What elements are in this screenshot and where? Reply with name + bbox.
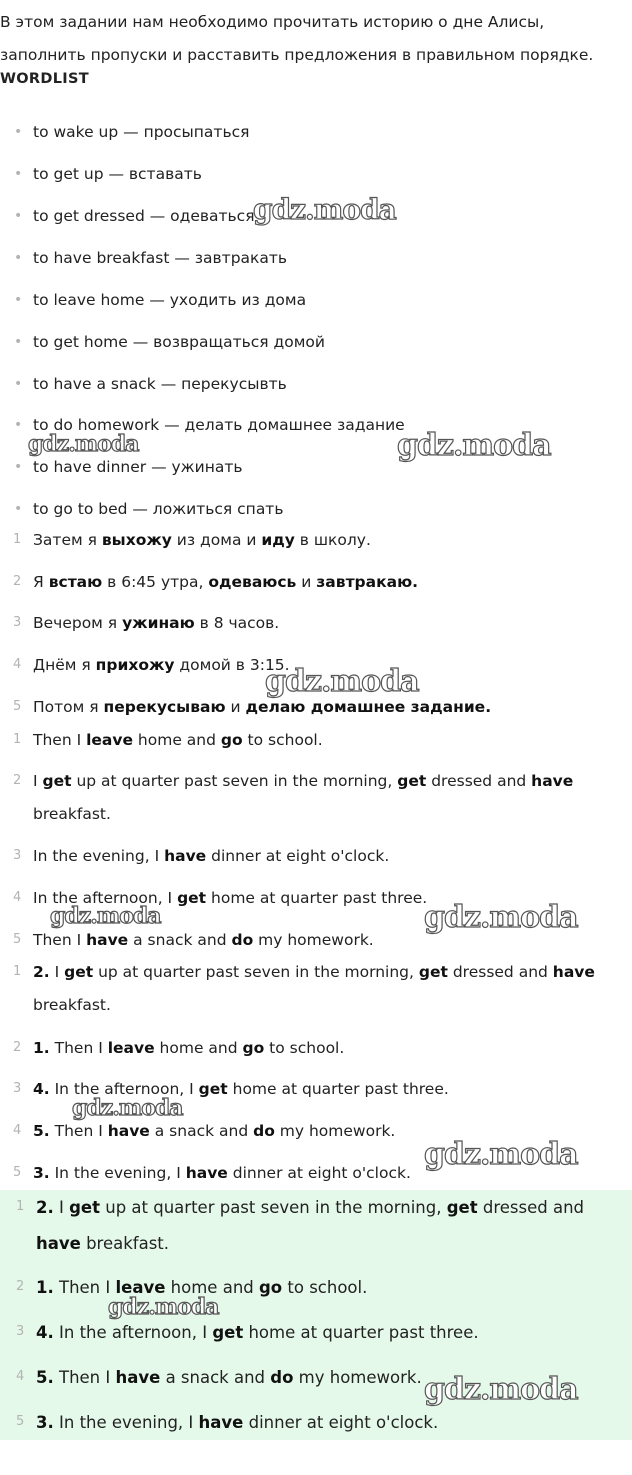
list-number: 5 xyxy=(13,1165,22,1180)
watermark-logo: gdz.moda xyxy=(397,428,551,463)
list-number: 4 xyxy=(16,1369,25,1384)
wordlist-text: to get home — возвращаться домой xyxy=(33,333,325,351)
answer-text: 5. Then I have a snack and do my homework. xyxy=(36,1368,422,1387)
bullet-icon: • xyxy=(14,334,23,350)
list-number: 4 xyxy=(13,1123,22,1138)
english-text: Then I leave home and go to school. xyxy=(33,731,323,749)
wordlist-title: WORDLIST xyxy=(0,71,89,87)
bullet-icon: • xyxy=(14,376,23,392)
bullet-icon: • xyxy=(14,501,23,517)
bullet-icon: • xyxy=(14,292,23,308)
ordered-text: 1. Then I leave home and go to school. xyxy=(33,1039,345,1057)
list-number: 4 xyxy=(13,890,22,905)
watermark-logo: gdz.moda xyxy=(108,1294,219,1320)
ordered-text: 5. Then I have a snack and do my homework. xyxy=(33,1122,396,1140)
list-number: 2 xyxy=(13,574,22,589)
russian-text: Вечером я ужинаю в 8 часов. xyxy=(33,614,280,632)
english-text: Then I have a snack and do my homework. xyxy=(33,931,374,949)
russian-text: Потом я перекусываю и делаю домашнее задание. xyxy=(33,698,492,716)
wordlist-text: to get up — вставать xyxy=(33,165,202,183)
bullet-icon: • xyxy=(14,166,23,182)
watermark-logo: gdz.moda xyxy=(424,1372,578,1407)
ordered-text: 3. In the evening, I have dinner at eight o'clock. xyxy=(33,1164,411,1182)
list-number: 2 xyxy=(16,1279,25,1294)
wordlist-text: to wake up — просыпаться xyxy=(33,123,250,141)
english-text: In the afternoon, I get home at quarter past three. xyxy=(33,889,428,907)
bullet-icon: • xyxy=(14,250,23,266)
watermark-logo: gdz.moda xyxy=(50,903,161,929)
wordlist-text: to do homework — делать домашнее задание xyxy=(33,416,405,434)
wordlist-text: to leave home — уходить из дома xyxy=(33,291,307,309)
answer-text: 4. In the afternoon, I get home at quarter past three. xyxy=(36,1323,479,1342)
watermark-logo: gdz.moda xyxy=(253,193,396,226)
wordlist-text: to go to bed — ложиться спать xyxy=(33,500,284,518)
list-number: 5 xyxy=(13,932,22,947)
bullet-icon: • xyxy=(14,208,23,224)
list-number: 3 xyxy=(13,1081,22,1096)
list-number: 5 xyxy=(13,699,22,714)
russian-text: Я встаю в 6:45 утра, одеваюсь и завтракаю. xyxy=(33,573,419,591)
list-number: 1 xyxy=(13,964,22,979)
wordlist-text: to get dressed — одеваться xyxy=(33,207,255,225)
watermark-logo: gdz.moda xyxy=(424,900,578,935)
list-number: 4 xyxy=(13,657,22,672)
english-text: I get up at quarter past seven in the morning, get dressed and have breakfast. xyxy=(33,772,574,823)
russian-text: Затем я выхожу из дома и иду в школу. xyxy=(33,531,371,549)
wordlist-text: to have dinner — ужинать xyxy=(33,458,243,476)
list-number: 1 xyxy=(13,732,22,747)
watermark-logo: gdz.moda xyxy=(265,664,419,699)
answer-text: 1. Then I leave home and go to school. xyxy=(36,1278,368,1297)
wordlist-text: to have breakfast — завтракать xyxy=(33,249,288,267)
ordered-text: 4. In the afternoon, I get home at quarter past three. xyxy=(33,1080,449,1098)
watermark-logo: gdz.moda xyxy=(424,1137,578,1172)
intro-text: В этом задании нам необходимо прочитать историю о дне Алисы, заполнить пропуски и расставить предложения в правильном порядке. xyxy=(0,13,594,64)
list-number: 1 xyxy=(16,1199,25,1214)
bullet-icon: • xyxy=(14,124,23,140)
watermark-logo: gdz.moda xyxy=(72,1095,183,1121)
list-number: 1 xyxy=(13,532,22,547)
list-number: 3 xyxy=(13,615,22,630)
list-number: 3 xyxy=(16,1324,25,1339)
bullet-icon: • xyxy=(14,459,23,475)
watermark-logo: gdz.moda xyxy=(28,431,139,457)
russian-text: Днём я прихожу домой в 3:15. xyxy=(33,656,290,674)
answer-text: 2. I get up at quarter past seven in the morning, get dressed and have breakfast. xyxy=(36,1198,585,1253)
bullet-icon: • xyxy=(14,417,23,433)
list-number: 2 xyxy=(13,1040,22,1055)
ordered-text: 2. I get up at quarter past seven in the morning, get dressed and have breakfast. xyxy=(33,963,595,1014)
list-number: 3 xyxy=(13,848,22,863)
answer-text: 3. In the evening, I have dinner at eight o'clock. xyxy=(36,1413,439,1432)
english-text: In the evening, I have dinner at eight o'clock. xyxy=(33,847,390,865)
list-number: 2 xyxy=(13,773,22,788)
wordlist-text: to have a snack — перекусывть xyxy=(33,375,287,393)
list-number: 5 xyxy=(16,1414,25,1429)
